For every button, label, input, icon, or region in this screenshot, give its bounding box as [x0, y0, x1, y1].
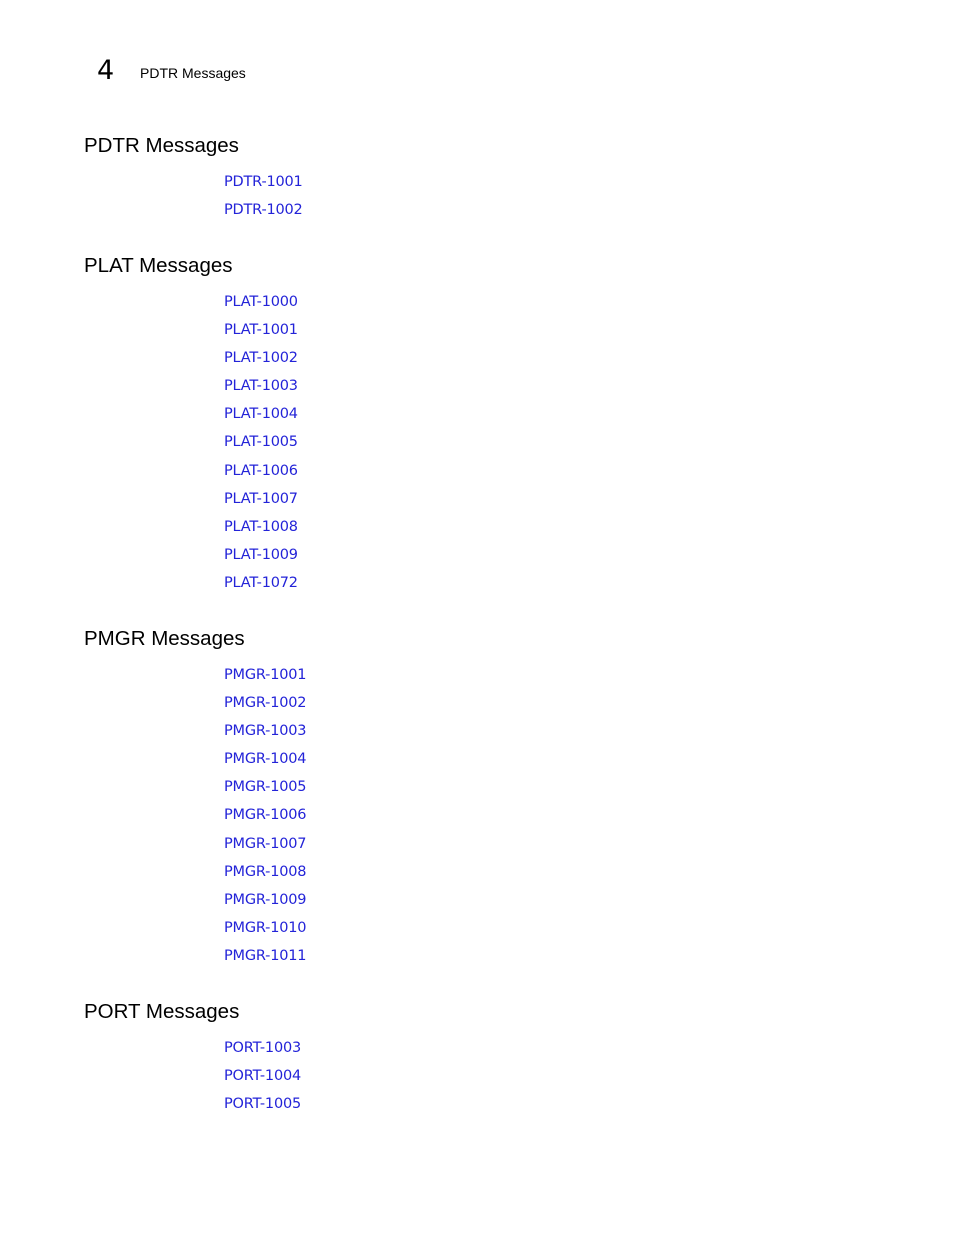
message-link[interactable]: PDTR-1002 [224, 202, 303, 219]
section-heading: PMGR Messages [84, 627, 245, 650]
message-link[interactable]: PMGR-1002 [224, 695, 307, 712]
list-item [224, 461, 298, 489]
message-link[interactable]: PLAT-1007 [224, 490, 298, 507]
chapter-number: 4 [97, 55, 115, 86]
message-link[interactable]: PLAT-1001 [224, 322, 298, 339]
message-link[interactable]: PMGR-1005 [224, 779, 307, 796]
message-link[interactable]: PLAT-1008 [224, 518, 298, 535]
section-pdtr-messages [84, 133, 303, 228]
message-link-list [84, 172, 303, 228]
list-item [224, 693, 306, 721]
message-link[interactable]: PDTR-1001 [224, 174, 303, 190]
section-heading: PLAT Messages [84, 254, 233, 277]
list-item [224, 777, 306, 805]
list-item [224, 517, 298, 545]
list-item [224, 376, 298, 404]
list-item [224, 545, 298, 573]
message-link[interactable]: PMGR-1007 [224, 835, 307, 852]
message-link[interactable]: PORT-1005 [224, 1096, 302, 1113]
list-item [224, 573, 298, 601]
message-link[interactable]: PLAT-1072 [224, 574, 298, 591]
message-link-list [84, 665, 306, 974]
message-link[interactable]: PMGR-1003 [224, 723, 307, 740]
list-item [224, 1094, 301, 1122]
section-port-messages [84, 999, 301, 1122]
list-item [224, 890, 306, 918]
list-item [224, 665, 306, 693]
list-item [224, 432, 298, 460]
list-item [224, 862, 306, 890]
message-link[interactable]: PLAT-1000 [224, 294, 298, 310]
list-item [224, 404, 298, 432]
list-item [224, 805, 306, 833]
message-link[interactable]: PMGR-1004 [224, 751, 307, 768]
list-item [224, 749, 306, 777]
message-link[interactable]: PORT-1004 [224, 1068, 302, 1085]
list-item [224, 1038, 301, 1066]
section-heading: PDTR Messages [84, 134, 239, 157]
list-item [224, 292, 298, 320]
message-link-list [84, 1038, 301, 1122]
list-item [224, 489, 298, 517]
list-item [224, 918, 306, 946]
message-link[interactable]: PMGR-1008 [224, 863, 307, 880]
message-link[interactable]: PLAT-1005 [224, 434, 298, 451]
message-link[interactable]: PMGR-1006 [224, 807, 307, 824]
section-pmgr-messages [84, 626, 306, 974]
running-title: PDTR Messages [140, 65, 246, 81]
list-item [224, 172, 303, 200]
message-link[interactable]: PORT-1003 [224, 1040, 302, 1056]
list-item [224, 200, 303, 228]
message-link-list [84, 292, 298, 601]
message-link[interactable]: PLAT-1003 [224, 378, 298, 395]
list-item [224, 946, 306, 974]
message-link[interactable]: PLAT-1002 [224, 350, 298, 367]
list-item [224, 721, 306, 749]
list-item [224, 348, 298, 376]
message-link[interactable]: PMGR-1011 [224, 947, 307, 964]
section-heading: PORT Messages [84, 1000, 240, 1023]
section-plat-messages [84, 253, 298, 601]
list-item [224, 1066, 301, 1094]
message-link[interactable]: PLAT-1006 [224, 462, 298, 479]
message-link[interactable]: PMGR-1009 [224, 891, 307, 908]
message-link[interactable]: PMGR-1010 [224, 919, 307, 936]
message-link[interactable]: PLAT-1004 [224, 406, 298, 423]
list-item [224, 320, 298, 348]
message-link[interactable]: PMGR-1001 [224, 667, 307, 683]
message-link[interactable]: PLAT-1009 [224, 546, 298, 563]
list-item [224, 834, 306, 862]
